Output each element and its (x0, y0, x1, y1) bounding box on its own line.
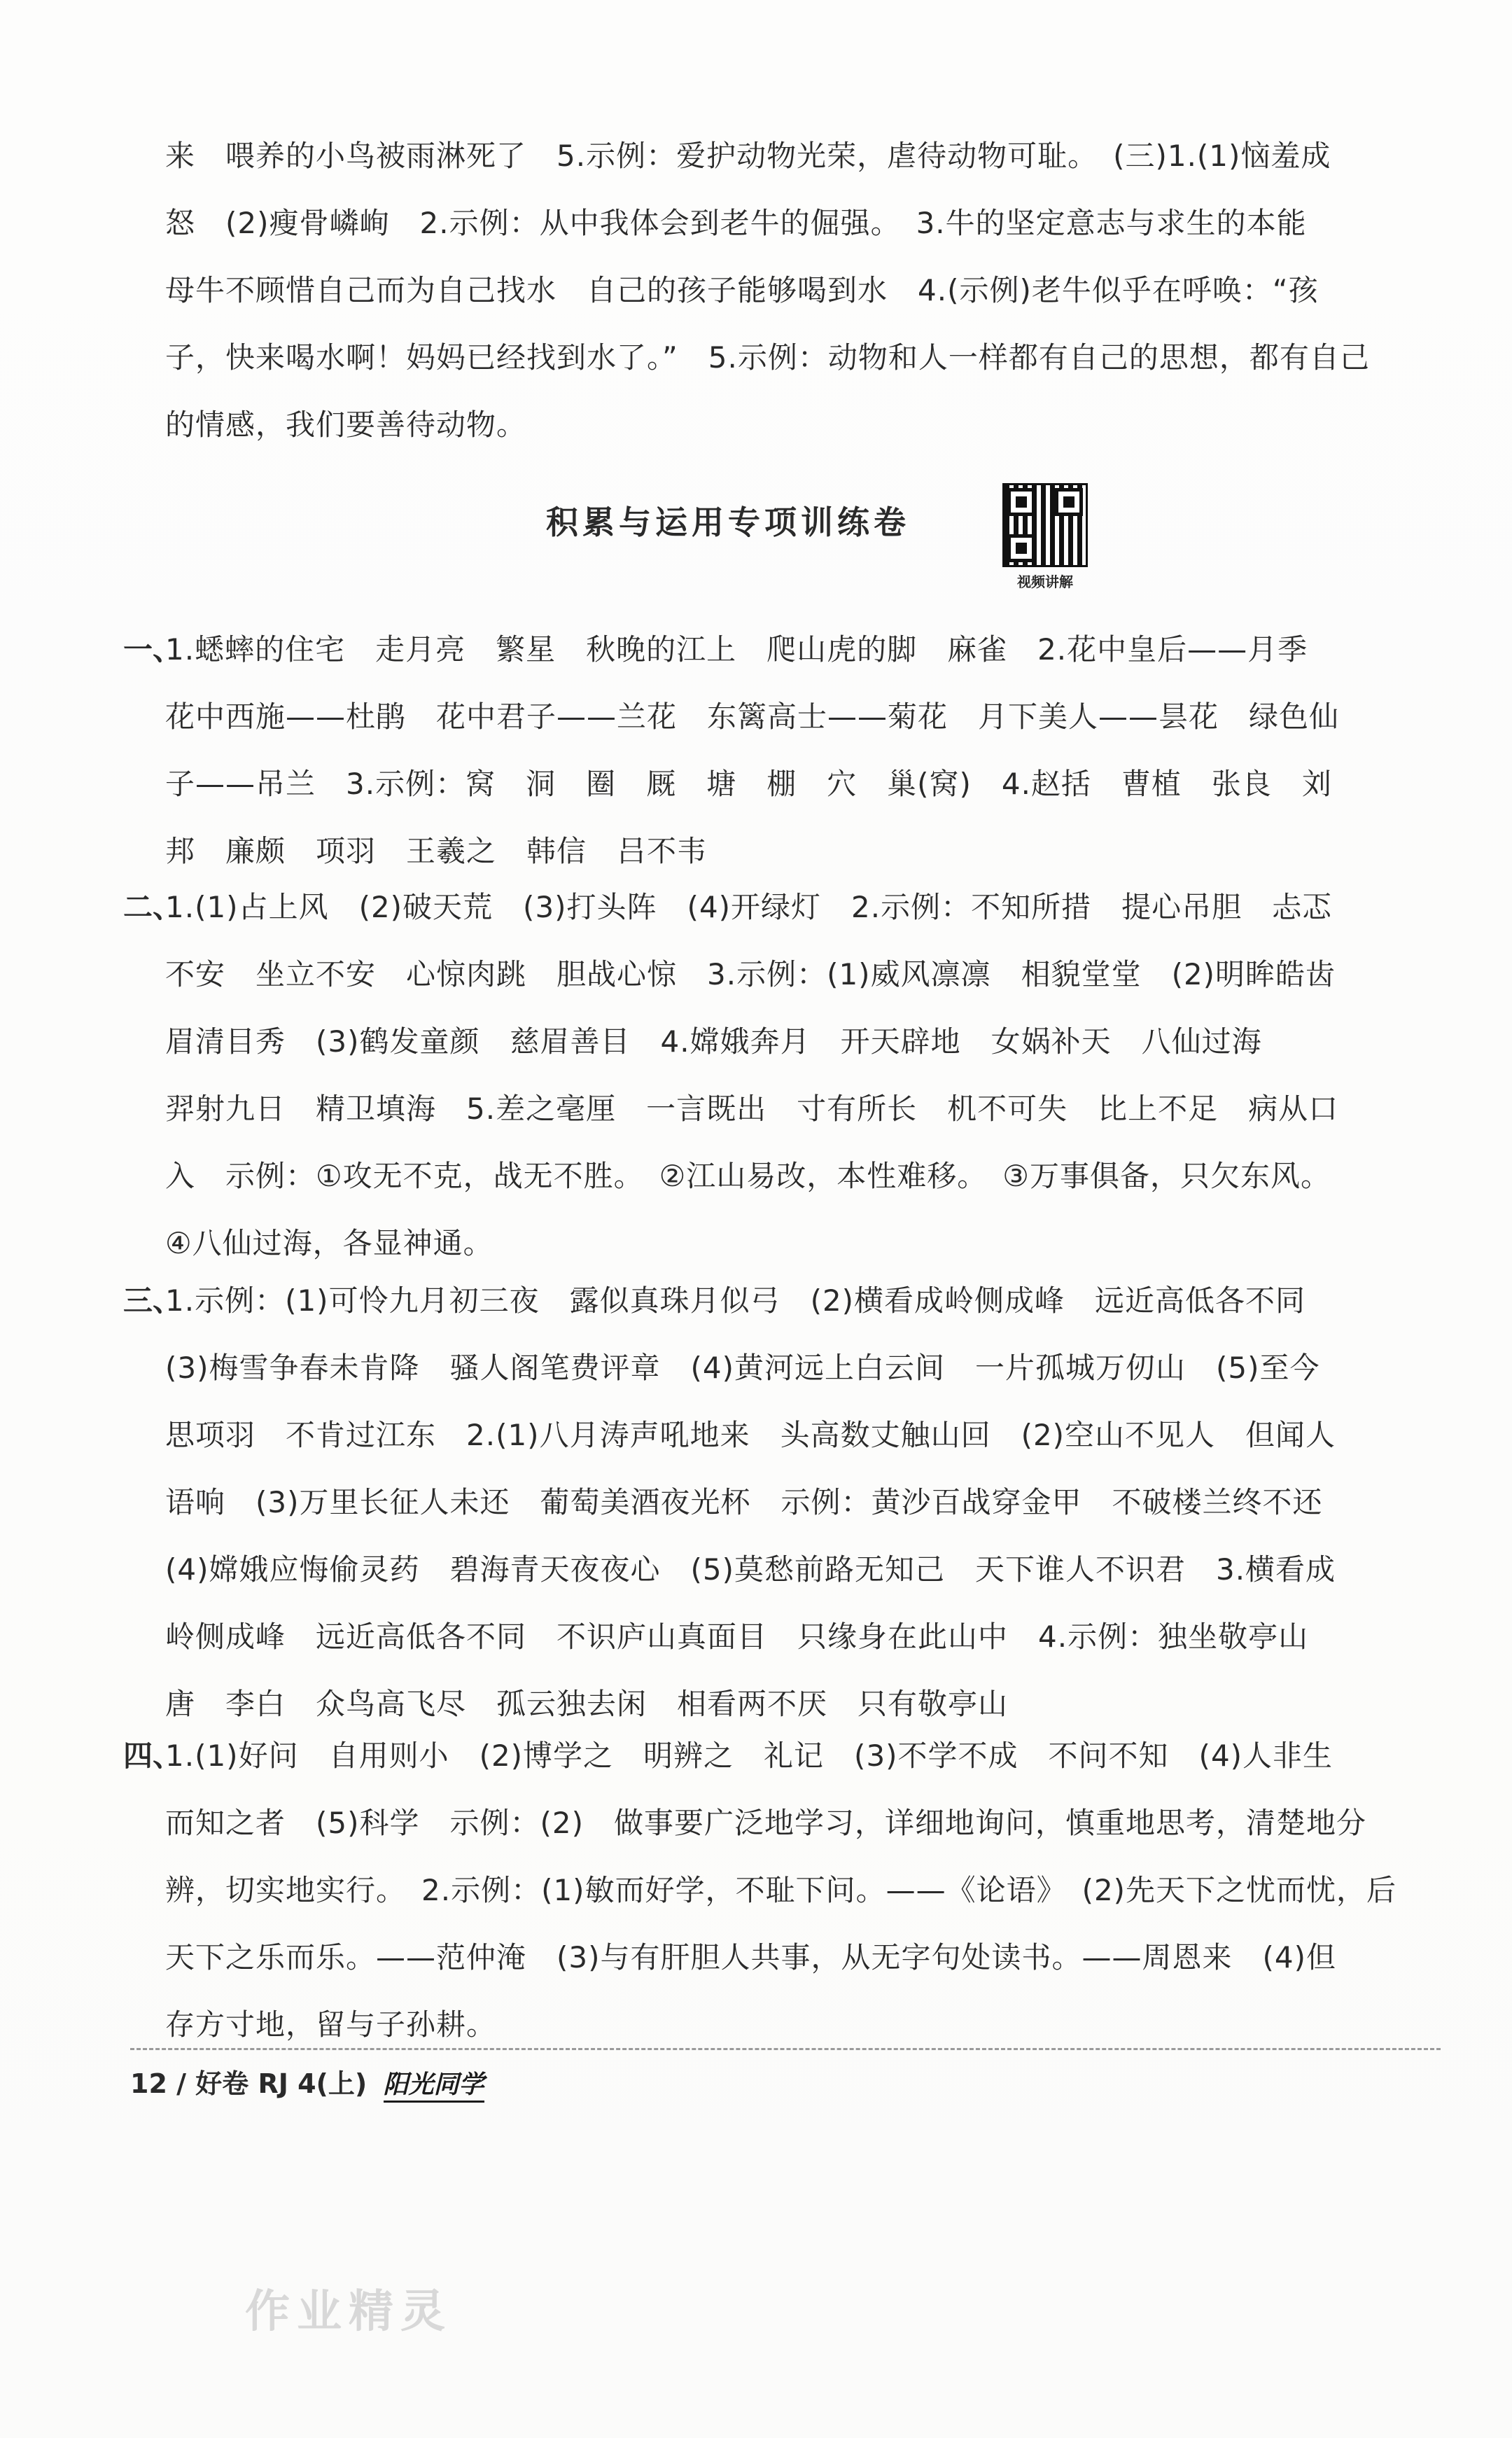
text-line: 眉清目秀 (3)鹤发童颜 慈眉善目 4.嫦娥奔月 开天辟地 女娲补天 八仙过海 (165, 1024, 1262, 1059)
section-4 (123, 1722, 1432, 2059)
text-line: 1.蟋蟀的住宅 走月亮 繁星 秋晚的江上 爬山虎的脚 麻雀 2.花中皇后——月季 (165, 632, 1308, 667)
watermark: 作业精灵 (245, 2286, 452, 2338)
text-line: 怒 (2)瘦骨嶙峋 2.示例：从中我体会到老牛的倔强。 3.牛的坚定意志与求生的本能 (165, 206, 1307, 240)
text-line: 子，快来喝水啊！妈妈已经找到水了。” 5.示例：动物和人一样都有自己的思想，都有自己 (165, 340, 1370, 375)
section-3 (123, 1267, 1432, 1738)
text-line: 羿射九日 精卫填海 5.差之毫厘 一言既出 寸有所长 机不可失 比上不足 病从口 (165, 1092, 1339, 1126)
text-line: 母牛不顾惜自己而为自己找水 自己的孩子能够喝到水 4.(示例)老牛似乎在呼唤：“孩 (165, 273, 1319, 307)
text-line: 1.(1)好问 自用则小 (2)博学之 明辨之 礼记 (3)不学不成 不问不知 (4)人非生 (165, 1739, 1334, 1773)
text-line: ④八仙过海，各显神通。 (165, 1226, 493, 1260)
text-line: 天下之乐而乐。——范仲淹 (3)与有肝胆人共事，从无字句处读书。——周恩来 (4)但 (165, 1940, 1336, 1974)
section-heading (0, 483, 1512, 541)
text-line: 而知之者 (5)科学 示例：(2) 做事要广泛地学习，详细地询问，慎重地思考，清楚地分 (165, 1806, 1366, 1840)
top-paragraph (165, 123, 1432, 459)
text-line: 子——吊兰 3.示例：窝 洞 圈 厩 塘 棚 穴 巢(窝) 4.赵括 曹植 张良 刘 (165, 767, 1332, 801)
brand-logo: 阳光同学 (384, 2065, 484, 2103)
section-2 (123, 874, 1432, 1277)
page-title: 积累与运用专项训练卷 (546, 503, 910, 541)
section-1 (123, 616, 1432, 885)
text-line: 存方寸地，留与子孙耕。 (165, 2007, 497, 2042)
text-line: 不安 坐立不安 心惊肉跳 胆战心惊 3.示例：(1)威风凛凛 相貌堂堂 (2)明眸皓齿 (165, 957, 1336, 991)
text-line: 岭侧成峰 远近高低各不同 不识庐山真面目 只缘身在此山中 4.示例：独坐敬亭山 (165, 1619, 1309, 1654)
text-line: 入 示例：①攻无不克，战无不胜。 ②江山易改，本性难移。 ③万事俱备，只欠东风。 (165, 1159, 1331, 1193)
section-label: 四、 (123, 1739, 183, 1773)
text-line: 唐 李白 众鸟高飞尽 孤云独去闲 相看两不厌 只有敬亭山 (165, 1687, 1009, 1721)
footer-divider (130, 2048, 1441, 2050)
footer-separator: / (176, 2068, 187, 2099)
qr-code-icon[interactable] (1002, 483, 1088, 567)
page-number: 12 (130, 2068, 167, 2099)
text-line: 辨，切实地实行。 2.示例：(1)敏而好学，不耻下问。——《论语》 (2)先天下之忧而忧，后 (165, 1873, 1397, 1907)
text-line: 来 喂养的小鸟被雨淋死了 5.示例：爱护动物光荣，虐待动物可耻。 (三)1.(1)恼羞成 (165, 139, 1331, 173)
section-label: 一、 (123, 632, 183, 667)
text-line: 花中西施——杜鹃 花中君子——兰花 东篱高士——菊花 月下美人——昙花 绿色仙 (165, 699, 1340, 734)
qr-label: 视频讲解 (1017, 573, 1073, 590)
text-line: 1.(1)占上风 (2)破天荒 (3)打头阵 (4)开绿灯 2.示例：不知所措 提心吊胆 忐忑 (165, 890, 1333, 924)
text-line: (4)嫦娥应悔偷灵药 碧海青天夜夜心 (5)莫愁前路无知己 天下谁人不识君 3.横看成 (165, 1552, 1336, 1587)
text-line: 邦 廉颇 项羽 王羲之 韩信 吕不韦 (165, 834, 708, 868)
book-title: 好卷 RJ 4(上) (195, 2068, 368, 2099)
section-label: 三、 (123, 1283, 183, 1318)
text-line: 1.示例：(1)可怜九月初三夜 露似真珠月似弓 (2)横看成岭侧成峰 远近高低各不同 (165, 1283, 1306, 1318)
text-line: 的情感，我们要善待动物。 (165, 408, 527, 442)
text-line: 思项羽 不肯过江东 2.(1)八月涛声吼地来 头高数丈触山回 (2)空山不见人 但闻人 (165, 1418, 1336, 1452)
text-line: 语响 (3)万里长征人未还 葡萄美酒夜光杯 示例：黄沙百战穿金甲 不破楼兰终不还 (165, 1485, 1323, 1519)
section-label: 二、 (123, 890, 183, 924)
page-footer (130, 2062, 484, 2103)
text-line: (3)梅雪争春未肯降 骚人阁笔费评章 (4)黄河远上白云间 一片孤城万仞山 (5)至今 (165, 1351, 1320, 1385)
